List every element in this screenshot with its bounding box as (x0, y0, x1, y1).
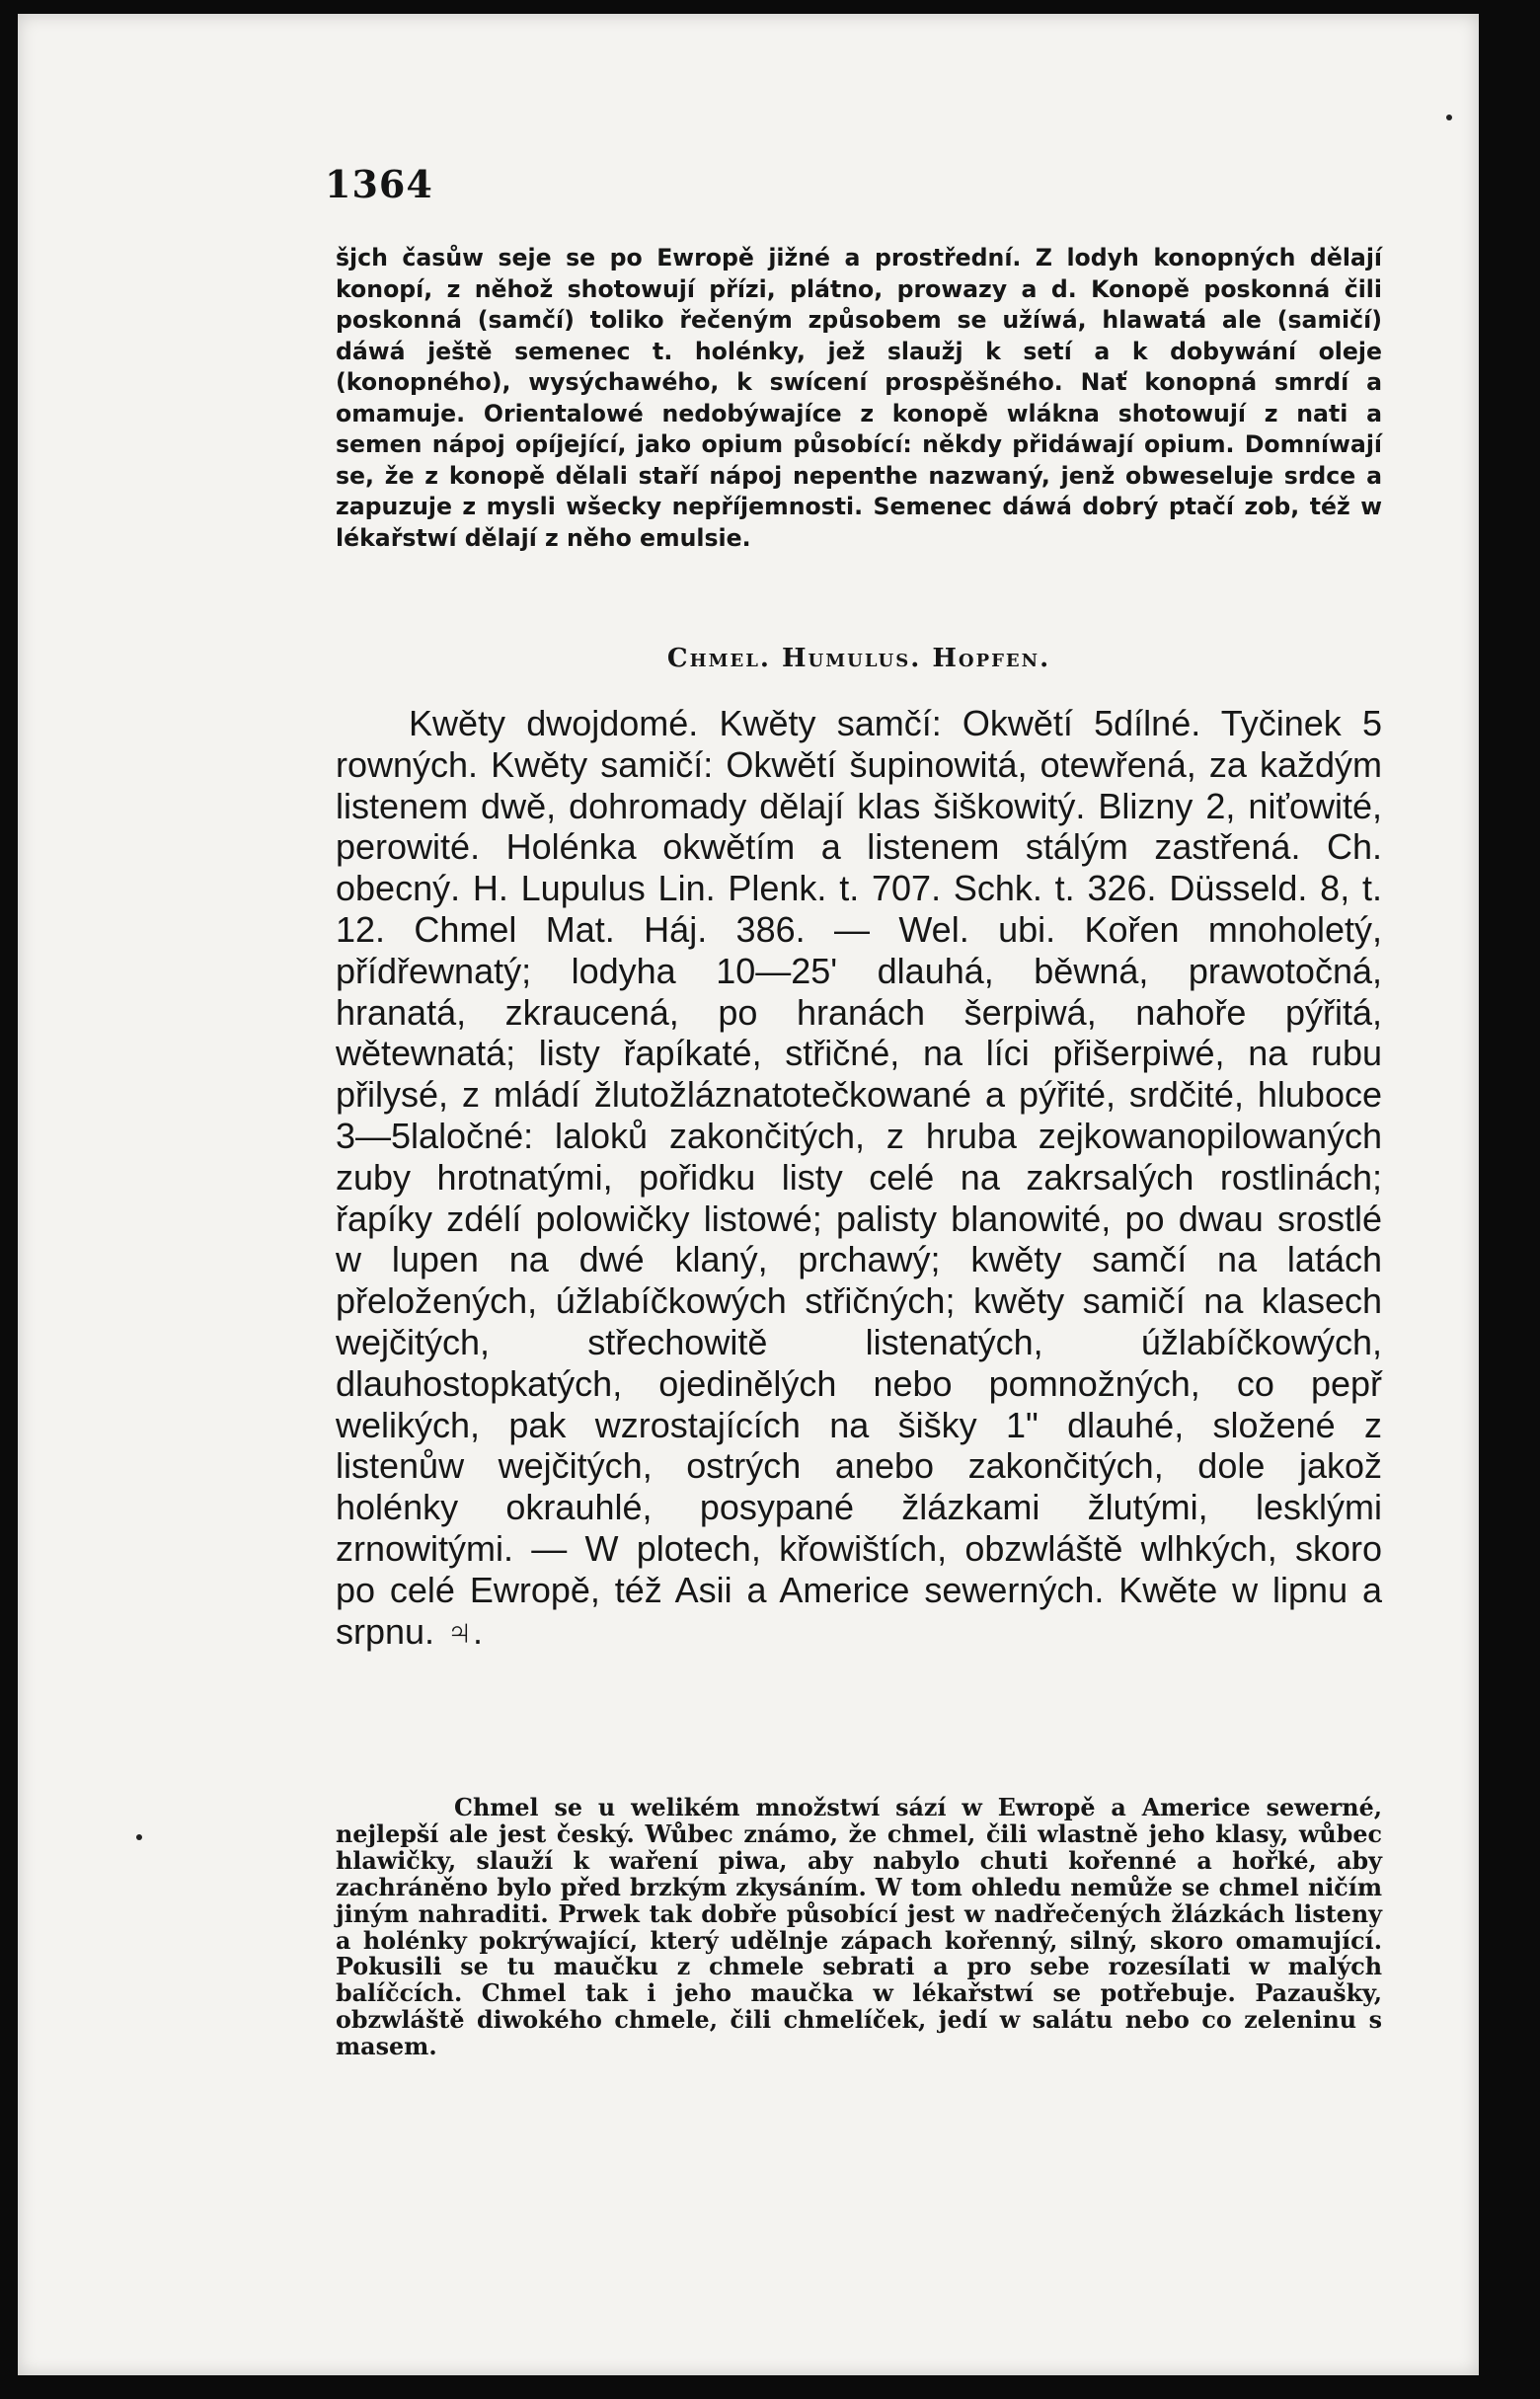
paragraph-hemp (336, 243, 1382, 554)
usage-note-text: Chmel se u welikém množstwí sází w Ewropě a Americe sewerné, nejlepší ale jest český. Wůbec známo, že chmel, čili wlastně jeho klasy, wůbec hlawičky, slauží k waření piwa, aby nabylo chuti kořenné a hořké, aby zachráněno bylo před brzkým zkysáním. W tom ohledu nemůže se chmel ničím jiným nahraditi. Prwek tak dobře působící jest w nadřečených žlázkách listeny a holénky pokrýwající, který udělnje zápach kořenný, silný, skoro omamující. Pokusili se tu maučku z chmele sebrati a pro sebe rozesílati w malých balíčcích. Chmel tak i jeho maučka w lékařstwí se potřebuje. Pazaušky, obzwláště diwokého chmele, čili chmelíček, jedí w salátu nebo co zeleninu s masem. (336, 1794, 1382, 2061)
species-description-text: Kwěty dwojdomé. Kwěty samčí: Okwětí 5dílné. Tyčinek 5 rowných. Kwěty samičí: Okwětí šupinowitá, otewřená, za každým listenem dwě, dohromady dělají klas šiškowitý. Blizny 2, niťowité, perowité. Holénka okwětím a listenem stálým zastřená. Ch. obecný. H. Lupulus Lin. Plenk. t. 707. Schk. t. 326. Düsseld. 8, t. 12. Chmel Mat. Háj. 386. — Wel. ubi. Kořen mnoholetý, přídřewnatý; lodyha 10—25' dlauhá, běwná, prawotočná, hranatá, zkraucená, po hranách šerpiwá, nahoře pýřitá, wětewnatá; listy řapíkaté, střičné, na líci přišerpiwé, na rubu přilysé, z mládí žlutožláznatotečkowané a pýřité, srdčité, hluboce 3—5laločné: laloků zakončitých, z hruba zejkowanopilowaných zuby hrotnatými, pořidku listy celé na zakrsalých rostlinách; řapíky zdélí polowičky listowé; palisty blanowité, po dwau srostlé w lupen na dwé klaný, prchawý; kwěty samčí na latách přeložených, úžlabíčkowých střičných; kwěty samičí na klasech wejčitých, střechowitě listenatých, úžlabíčkowých, dlauhostopkatých, ojedinělých nebo pomnožných, co pepř welikých, pak wzrostajících na šišky 1" dlauhé, složené z listenůw wejčitých, ostrých anebo zakončitých, dole jakož holénky okrauhlé, posypané žlázkami žlutými, lesklými zrnowitými. — W plotech, křowištích, obzwláště wlhkých, skoro po celé Ewropě, též Asii a Americe sewerných. Kwěte w lipnu a srpnu. ♃. (336, 703, 1382, 1652)
ink-speck (136, 1834, 142, 1840)
ink-speck (1446, 115, 1452, 120)
section-heading: Chmel. Humulus. Hopfen. (666, 644, 1051, 673)
paragraph-hemp-text: šjch časůw seje se po Ewropě jižné a prostřední. Z lodyh konopných dělají konopí, z něhož shotowují přízi, plátno, prowazy a d. Konopě poskonná čili poskonná (samčí) toliko řečeným způsobem se užíwá, hlawatá ale (samičí) dáwá ještě semenec t. holénky, jež slaužj k setí a k dobywání oleje (konopného), wysýchawého, k swícení prospěšného. Nať konopná smrdí a omamuje. Orientalowé nedobýwajíce z konopě wlákna shotowují z nati a semen nápoj opíjející, jako opium působící: někdy přidáwají opium. Domníwají se, že z konopě dělali staří nápoj nepenthe nazwaný, jenž obweseluje srdce a zapuzuje z mysli wšecky nepříjemnosti. Semenec dáwá dobrý ptačí zob, též w lékařstwí dělají z něho emulsie. (336, 244, 1382, 552)
page-number: 1364 (325, 162, 433, 206)
book-page (18, 14, 1479, 2375)
species-description (336, 703, 1382, 1652)
usage-note (336, 1795, 1382, 2060)
